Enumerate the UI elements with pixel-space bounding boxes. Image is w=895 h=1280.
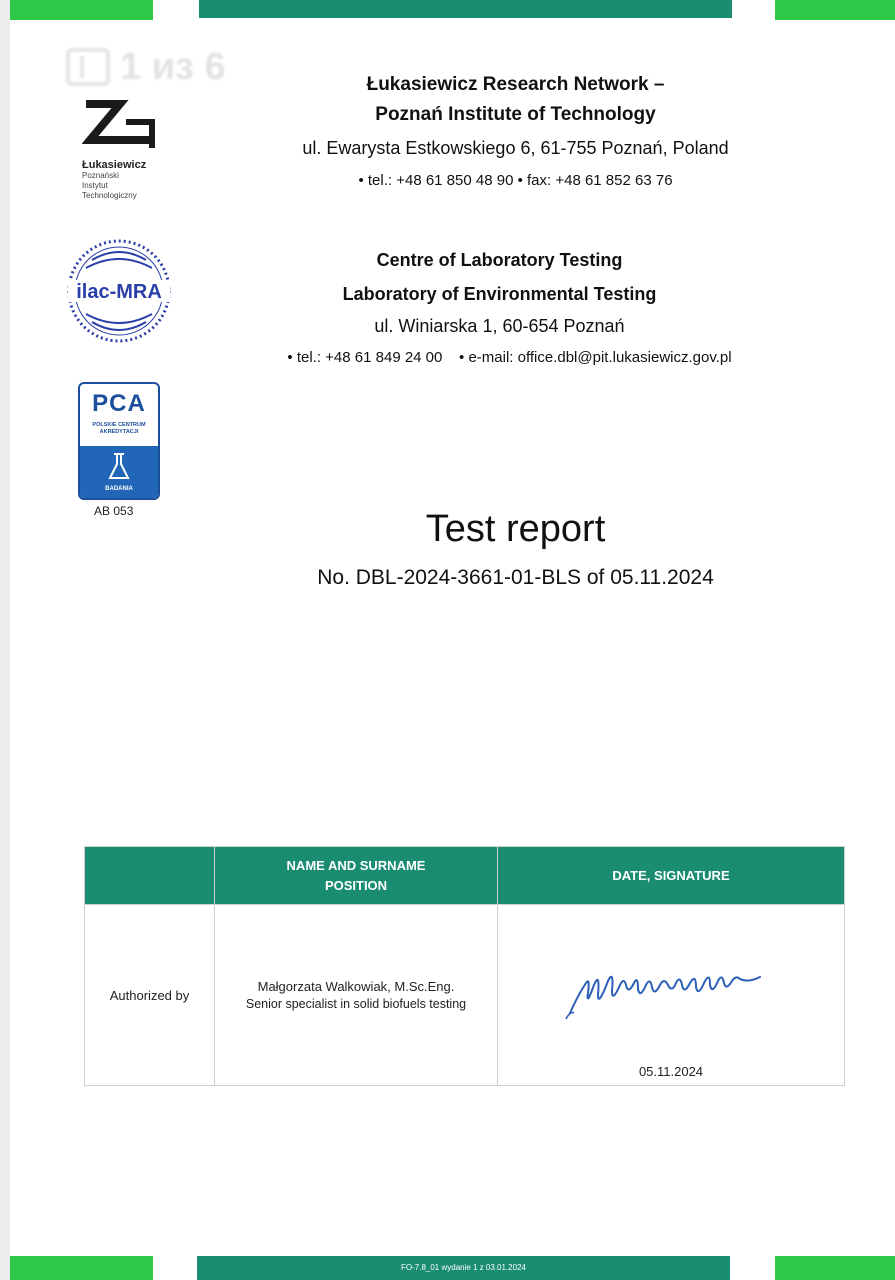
pca-accreditation-logo xyxy=(78,382,160,500)
header-teal-bar xyxy=(199,0,732,18)
lab-line-2: Laboratory of Environmental Testing xyxy=(342,284,657,304)
footer-green-bar-left xyxy=(10,1256,153,1280)
report-number: No. DBL-2024-3661-01-BLS of 05.11.2024 xyxy=(317,566,714,589)
footer-green-bar-right xyxy=(775,1256,895,1280)
signature-cell xyxy=(498,905,845,1086)
footer-form-code: FO-7.8_01 wydanie 1 z 03.01.2024 xyxy=(401,1263,526,1272)
institute-line-1: Łukasiewicz Research Network – xyxy=(366,74,665,95)
lukasiewicz-logo-sub-1: Poznański xyxy=(82,171,119,180)
report-title: Test report xyxy=(425,508,606,550)
page-left-margin xyxy=(0,0,10,1280)
header-date-signature: DATE, SIGNATURE xyxy=(498,847,845,905)
ilac-text: ilac-MRA xyxy=(76,281,162,303)
person-cell xyxy=(215,905,498,1086)
institute-contact: • tel.: +48 61 850 48 90 • fax: +48 61 852 63 76 xyxy=(358,172,673,189)
lab-line-1: Centre of Laboratory Testing xyxy=(376,250,623,270)
signature-image xyxy=(564,955,784,1025)
table-header-row xyxy=(85,847,845,905)
person-position: Senior specialist in solid biofuels testing xyxy=(245,997,467,1011)
header-green-bar-left xyxy=(10,0,153,20)
pca-sub-1: POLSKIE CENTRUM xyxy=(92,422,146,428)
pca-badania: BADANIA xyxy=(105,486,133,492)
signature-date: 05.11.2024 xyxy=(638,1064,704,1079)
header-empty-cell xyxy=(85,847,215,905)
authorization-table xyxy=(84,846,845,1086)
lab-contact: • tel.: +48 61 849 24 00 • e-mail: office.dbl@pit.lukasiewicz.gov.pl xyxy=(287,349,732,366)
flask-icon xyxy=(80,450,158,484)
lukasiewicz-logo-name: Łukasiewicz xyxy=(82,159,147,171)
institute-line-2: Poznań Institute of Technology xyxy=(375,104,656,125)
lukasiewicz-logo-sub-3: Technologiczny xyxy=(82,191,137,200)
pca-blue-panel xyxy=(80,446,158,498)
table-row xyxy=(85,905,845,1086)
page-indicator-text: 1 из 6 xyxy=(120,45,226,88)
authorized-by-label: Authorized by xyxy=(85,905,215,1086)
header-name-line-1: NAME AND SURNAME xyxy=(286,857,426,873)
pca-title: PCA xyxy=(92,390,146,417)
institute-address: ul. Ewarysta Estkowskiego 6, 61-755 Poznań, Poland xyxy=(302,138,729,158)
pca-sub-2: AKREDYTACJI xyxy=(99,429,139,435)
header-name-position xyxy=(215,847,498,905)
lukasiewicz-logo-sub-2: Instytut xyxy=(82,181,108,190)
lab-address: ul. Winiarska 1, 60-654 Poznań xyxy=(374,316,625,336)
person-name: Małgorzata Walkowiak, M.Sc.Eng. xyxy=(257,979,455,994)
ab-number: AB 053 xyxy=(94,504,134,518)
header-green-bar-right xyxy=(775,0,895,20)
header-name-line-2: POSITION xyxy=(324,877,388,893)
